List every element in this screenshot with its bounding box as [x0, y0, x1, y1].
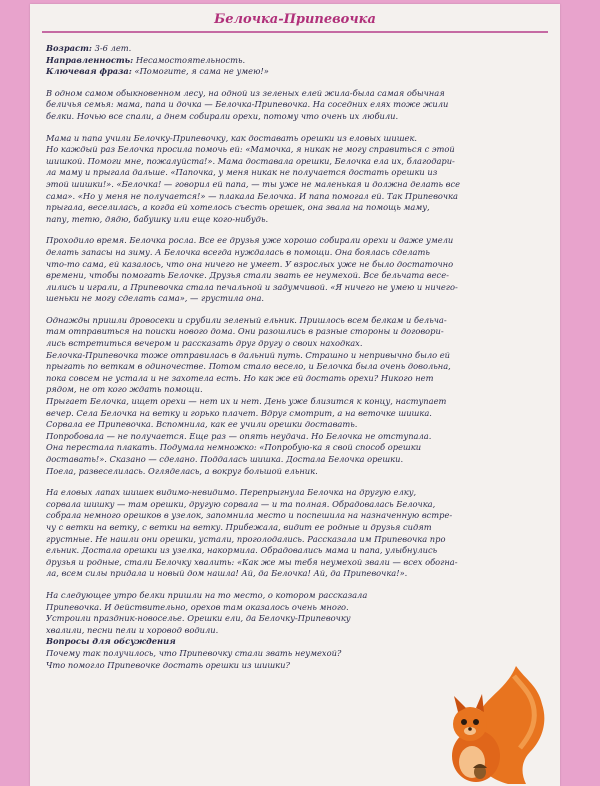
text-line: там отправиться на поиски нового дома. Они разошлись в разные стороны и договори-	[46, 326, 444, 337]
text-line: Однажды пришли дровосеки и срубили зеленый ельник. Пришлось всем белкам и бельча-	[46, 314, 447, 325]
text-line: лились и играли, а Припевочка стала печальной и задумчивой. «Я ничего не умею и ничего-	[46, 281, 458, 292]
text-line: лись встретиться вечером и рассказать друг другу о своих находках.	[46, 338, 363, 349]
squirrel-head	[453, 707, 487, 741]
text-line: В одном самом обыкновенном лесу, на одной из зеленых елей жила-была самая обычная	[46, 87, 445, 98]
text-line: рядом, не от кого ждать помощи.	[46, 384, 203, 395]
text-line: ельник. Достала орешки из узелка, накормила. Обрадовались мама и папа, улыбнулись	[46, 545, 438, 556]
meta-phrase	[46, 66, 546, 78]
text-line: доставать!». Сказано — сделано. Поддалась шишка. Достала Белочка орешки.	[46, 454, 404, 464]
text-line: Мама и папа учили Белочку-Припевочку, как доставать орешки из еловых шишек.	[46, 132, 418, 143]
text-line: На еловых лапах шишек видимо-невидимо. Перепрыгнула Белочка на другую елку,	[46, 487, 417, 498]
story-paragraph	[46, 350, 546, 396]
text-line: Прыгает Белочка, ищет орехи — нет их и нет. День уже близится к концу, наступает	[46, 396, 447, 407]
story-paragraph	[46, 487, 546, 580]
story-paragraph	[46, 133, 546, 226]
text-line: прыгала, веселилась, а когда ей хотелось съесть орешек, она звала на помощь маму,	[46, 202, 430, 213]
story-paragraph	[46, 235, 546, 305]
text-line: Припевочка. И действительно, орехов там оказалось очень много.	[46, 601, 349, 612]
text-line: беличья семья: мама, папа и дочка — Белочка-Припевочка. На соседних елях тоже жили	[46, 99, 449, 110]
text-line: шишкой. Помоги мне, пожалуйста!». Мама доставала орешки, Белочка ела их, благодари-	[46, 155, 455, 166]
text-line: ла, всем силы придала и новый дом нашла! Ай, да Белочка! Ай, да Припевочка!».	[46, 568, 408, 579]
text-line: Она перестала плакать. Подумала немножко: «Попробую-ка я свой способ орешки	[46, 442, 422, 453]
questions-heading: Вопросы для обсуждения	[46, 636, 176, 647]
story-body	[30, 43, 560, 671]
text-line: Проходило время. Белочка росла. Все ее друзья уже хорошо собирали орехи и даже умели	[46, 235, 454, 246]
text-line: Попробовала — не получается. Еще раз — опять неудача. Но Белочка не отступала.	[46, 430, 432, 441]
text-line: вечер. Села Белочка на ветку и горько плачет. Вдруг смотрит, а на веточке шишка.	[46, 407, 432, 418]
meta-phrase-label: Ключевая фраза:	[46, 66, 132, 77]
text-line: папу, тетю, дядю, бабушку или еще кого-нибудь.	[46, 213, 269, 224]
text-line: На следующее утро белки пришли на то место, о котором рассказала	[46, 589, 368, 600]
text-line: Белочка-Припевочка тоже отправилась в дальний путь. Страшно и непривычно было ей	[46, 349, 451, 360]
question-item: Что помогло Припевочке достать орешки из шишки?	[46, 659, 290, 670]
story-title: Белочка-Припевочка	[214, 12, 376, 27]
text-line: собрала немного орешков в узелок, запомнила место и поспешила на назначенную встре-	[46, 510, 453, 521]
meta-age-label: Возраст:	[46, 43, 92, 53]
story-paragraph	[46, 88, 546, 123]
story-paragraph	[46, 590, 546, 636]
story-paragraph	[46, 315, 546, 350]
squirrel-illustration	[430, 656, 560, 786]
question-item: Почему так получилось, что Припевочку стали звать неумехой?	[46, 647, 342, 658]
meta-age-value: 3-6 лет.	[94, 43, 132, 53]
text-line: что-то сама, ей казалось, что она ничего не умеет. У взрослых уже не было достаточно	[46, 258, 454, 269]
text-line: Устроили праздник-новоселье. Орешки ели, да Белочку-Припевочку	[46, 613, 351, 624]
text-line: сама». «Но у меня не получается!» — плакала Белочка. И папа помогал ей. Так Припевочка	[46, 190, 458, 201]
text-line: Поела, развеселилась. Огляделась, а вокруг большой ельник.	[46, 465, 318, 476]
text-line: Но каждый раз Белочка просила помочь ей: «Мамочка, я никак не могу справиться с этой	[46, 144, 455, 155]
text-line: времени, чтобы помогать Белочке. Друзья стали звать ее неумехой. Все бельчата весе-	[46, 270, 449, 281]
text-line: хвалили, песни пели и хоровод водили.	[46, 624, 219, 635]
story-paragraph	[46, 396, 546, 431]
meta-age	[46, 43, 546, 55]
text-line: пока совсем не устала и не захотела есть. Но как же ей достать орехи? Никого нет	[46, 372, 434, 383]
story-paragraph	[46, 431, 546, 477]
text-line: сорвала шишку — там орешки, другую сорвала — и та полная. Обрадовалась Белочка,	[46, 498, 436, 509]
document-page	[30, 4, 560, 786]
text-line: белки. Ночью все спали, а днем собирали орехи, потому что очень их любили.	[46, 110, 399, 121]
text-line: Сорвала ее Припевочка. Вспомнила, как ее учили орешки доставать.	[46, 419, 358, 430]
text-line: чу с ветки на ветку, с ветки на ветку. Прибежала, видит ее родные и друзья сидят	[46, 521, 432, 532]
story-paragraphs	[46, 88, 546, 637]
title-divider	[42, 31, 548, 33]
meta-direction-label: Направленность:	[46, 54, 134, 65]
meta-phrase-value: «Помогите, я сама не умею!»	[134, 66, 269, 77]
text-line: друзья и родные, стали Белочку хвалить: «Как же мы тебя неумехой звали — всех обогна-	[46, 556, 458, 567]
text-line: этой шишки!». «Белочка! — говорил ей папа, — ты уже не маленькая и должна делать все	[46, 178, 461, 189]
text-line: ла маму и прыгала дальше. «Папочка, у меня никак не получается достать орешки из	[46, 167, 438, 178]
text-line: делать запасы на зиму. А Белочка всегда нуждалась в помощи. Она боялась сделать	[46, 246, 430, 257]
meta-direction	[46, 55, 546, 67]
meta-direction-value: Несамостоятельность.	[135, 54, 246, 65]
text-line: грустные. Не нашли они орешки, устали, проголодались. Рассказала им Припевочка про	[46, 533, 446, 544]
text-line: шеньки не могу сделать сама», — грустила она.	[46, 293, 265, 304]
text-line: прыгать по веткам в одиночестве. Потом стало весело, и Белочка была очень довольна,	[46, 361, 451, 372]
